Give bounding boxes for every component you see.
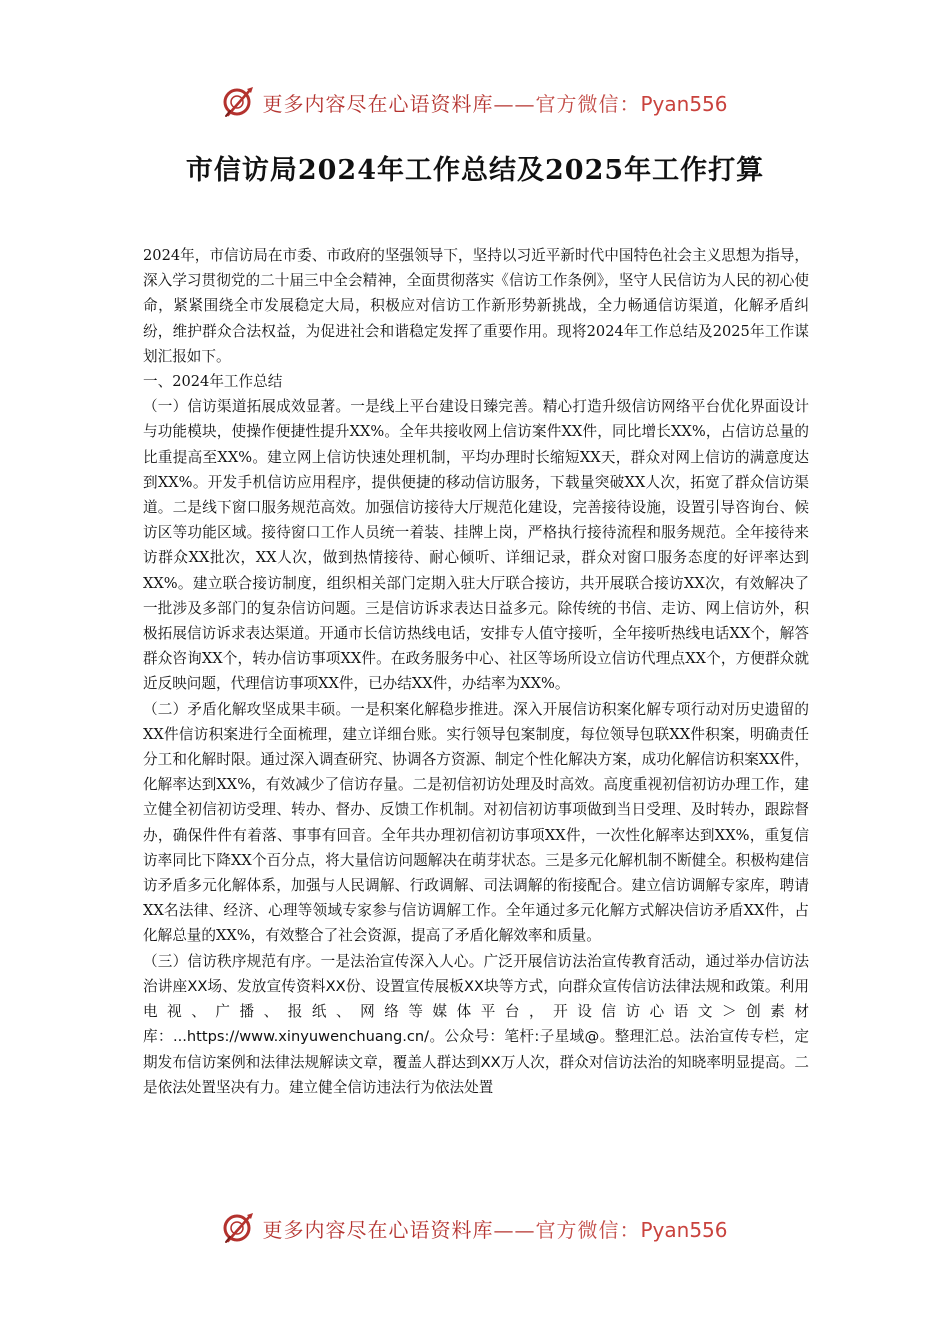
brand-logo-icon: [222, 1211, 256, 1245]
watermark-slogan: 更多内容尽在心语资料库: [262, 91, 494, 116]
paragraph-channels: （一）信访渠道拓展成效显著。一是线上平台建设日臻完善。精心打造升级信访网络平台优化界面设计与功能模块，使操作便捷性提升XX%。全年共接收网上信访案件XX件，同比增长XX%，占信访总量的比重提高至XX%。建立网上信访快速处理机制，平均办理时长缩短XX天，群众对网上信访的满意度达到XX%。开发手机信访应用程序，提供便捷的移动信访服务，下载量突破XX人次，拓宽了群众信访渠道。二是线下窗口服务规范高效。加强信访接待大厅规范化建设，完善接待设施，设置引导咨询台、候访区等功能区域。接待窗口工作人员统一着装、挂牌上岗，严格执行接待流程和服务规范。全年接待来访群众XX批次，XX人次，做到热情接待、耐心倾听、详细记录，群众对窗口服务态度的好评率达到XX%。建立联合接访制度，组织相关部门定期入驻大厅联合接访，共开展联合接访XX次，有效解决了一批涉及多部门的复杂信访问题。三是信访诉求表达日益多元。除传统的书信、走访、网上信访外，积极拓展信访诉求表达渠道。开通市长信访热线电话，安排专人值守接听，全年接听热线电话XX个，解答群众咨询XX个，转办信访事项XX件。在政务服务中心、社区等场所设立信访代理点XX个，方便群众就近反映问题，代理信访事项XX件，已办结XX件，办结率为XX%。: [143, 398, 809, 693]
watermark-wechat-id: Pyan556: [640, 1217, 728, 1242]
watermark-banner-top: [0, 82, 950, 122]
section-heading: 一、2024年工作总结: [143, 373, 283, 391]
watermark-text: [262, 88, 727, 117]
paragraph-order: （三）信访秩序规范有序。一是法治宣传深入人心。广泛开展信访法治宣传教育活动，通过举办信访法治讲座XX场、发放宣传资料XX份、设置宣传展板XX块等方式，向群众宣传信访法律法规和政策。利用电视、广播、报纸、网络等媒体平台，开设信访心语文＞创素材库：...https://www.xinyuwenchuang.cn/。公众号：笔杆:子星域@。整理汇总。法治宣传专栏，定期发布信访案例和法律法规解读文章，覆盖人群达到XX万人次，群众对信访法治的知晓率明显提高。二是依法处置坚决有力。建立健全信访违法行为依法处置: [143, 952, 809, 1096]
paragraph-conflict-resolution: （二）矛盾化解攻坚成果丰硕。一是积案化解稳步推进。深入开展信访积案化解专项行动对历史遗留的XX件信访积案进行全面梳理，建立详细台账。实行领导包案制度，每位领导包联XX件积案，明确责任分工和化解时限。通过深入调查研究、协调各方资源、制定个性化解决方案，成功化解信访积案XX件，化解率达到XX%，有效减少了信访存量。二是初信初访处理及时高效。高度重视初信初访办理工作，建立健全初信初访受理、转办、督办、反馈工作机制。对初信初访事项做到当日受理、及时转办，跟踪督办，确保件件有着落、事事有回音。全年共办理初信初访事项XX件，一次性化解率达到XX%，重复信访率同比下降XX个百分点，将大量信访问题解决在萌芽状态。三是多元化解机制不断健全。积极构建信访矛盾多元化解体系，加强与人民调解、行政调解、司法调解的衔接配合。建立信访调解专家库，聘请XX名法律、经济、心理等领域专家参与信访调解工作。全年通过多元化解方式解决信访矛盾XX件，占化解总量的XX%，有效整合了社会资源，提高了矛盾化解效率和质量。: [143, 700, 809, 945]
document-body: [143, 243, 809, 1100]
intro-paragraph: 2024年，市信访局在市委、市政府的坚强领导下，坚持以习近平新时代中国特色社会主义思想为指导，深入学习贯彻党的二十届三中全会精神，全面贯彻落实《信访工作条例》，坚守人民信访为人民的初心使命，紧紧围绕全市发展稳定大局，积极应对信访工作新形势新挑战，全力畅通信访渠道，化解矛盾纠纷，维护群众合法权益，为促进社会和谐稳定发挥了重要作用。现将2024年工作总结及2025年工作谋划汇报如下。: [143, 247, 809, 365]
watermark-banner-bottom: [0, 1208, 950, 1248]
watermark-label: 官方微信：: [535, 1217, 641, 1242]
watermark-slogan: 更多内容尽在心语资料库: [262, 1217, 494, 1242]
watermark-separator: ——: [493, 91, 536, 116]
watermark-separator: ——: [493, 1217, 536, 1242]
watermark-wechat-id: Pyan556: [640, 91, 728, 116]
document-title: 市信访局2024年工作总结及2025年工作打算: [185, 155, 765, 186]
watermark-label: 官方微信：: [535, 91, 641, 116]
brand-logo-icon: [222, 85, 256, 119]
watermark-text: [262, 1214, 727, 1243]
